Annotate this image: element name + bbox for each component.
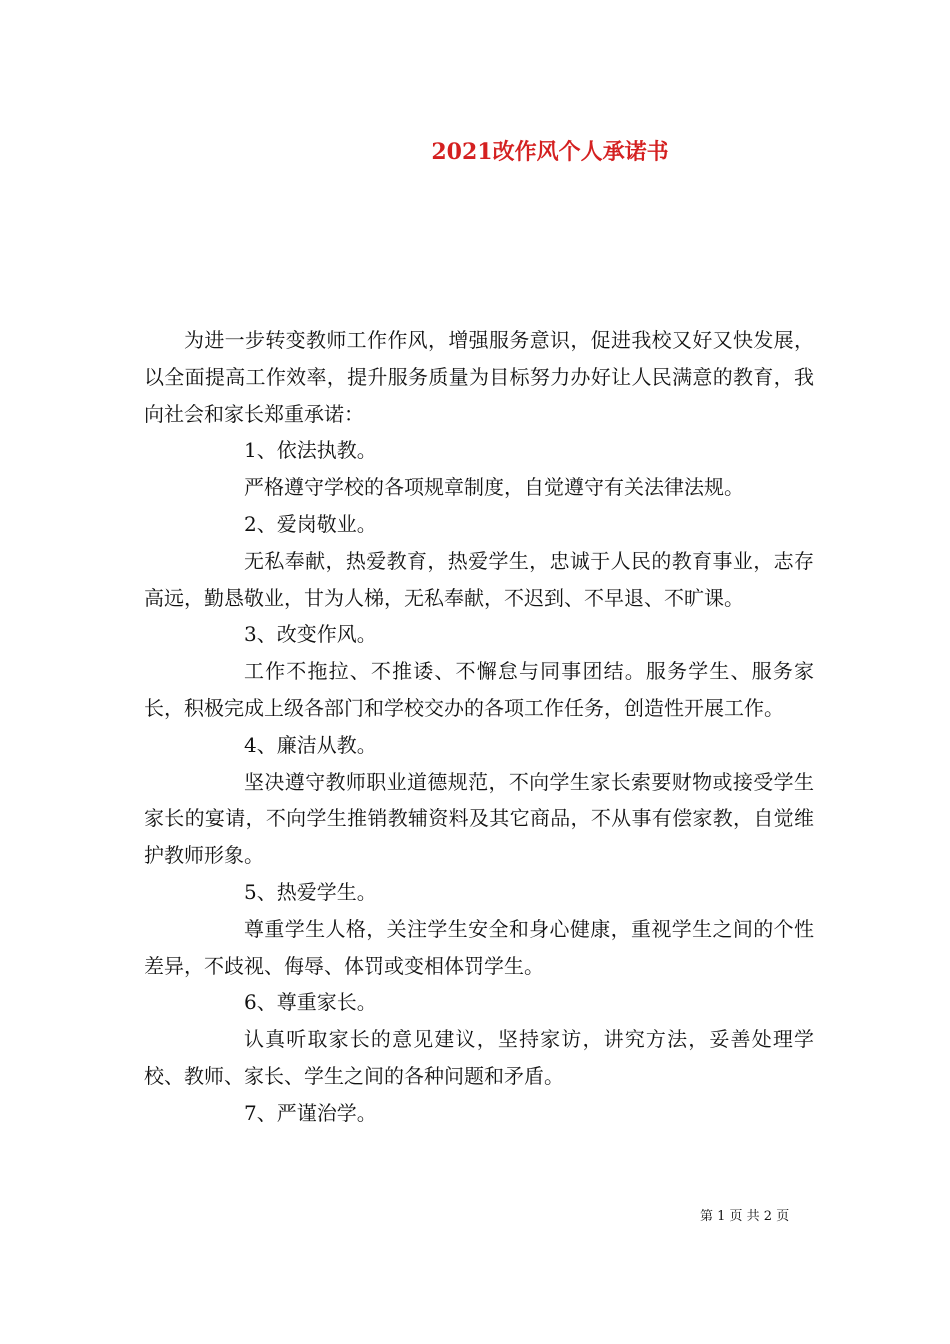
- item-heading: 6、尊重家长。: [244, 990, 377, 1015]
- intro-paragraph: 为进一步转变教师工作作风，增强服务意识，促进我校又好又快发展，以全面提高工作效率，提升服务质量为目标努力办好让人民满意的教育，我向社会和家长郑重承诺：: [144, 328, 814, 426]
- document-title: 2021改作风个人承诺书: [431, 139, 669, 165]
- item-heading: 3、改变作风。: [244, 622, 377, 647]
- item-detail: 工作不拖拉、不推诿、不懈怠与同事团结。服务学生、服务家长，积极完成上级各部门和学校交办的各项工作任务，创造性开展工作。: [144, 659, 814, 720]
- item-detail: 无私奉献，热爱教育，热爱学生，忠诚于人民的教育事业，志存高远，勤恳敬业，甘为人梯，无私奉献，不迟到、不早退、不旷课。: [144, 548, 814, 610]
- item-heading: 4、廉洁从教。: [244, 732, 377, 757]
- item-heading: 7、严谨治学。: [244, 1100, 377, 1125]
- item-heading: 2、爱岗敬业。: [244, 511, 377, 536]
- item-detail: 认真听取家长的意见建议，坚持家访，讲究方法，妥善处理学校、教师、家长、学生之间的各种问题和矛盾。: [144, 1027, 814, 1088]
- item-detail: 尊重学生人格，关注学生安全和身心健康，重视学生之间的个性差异，不歧视、侮辱、体罚或变相体罚学生。: [144, 916, 814, 978]
- item-detail: 严格遵守学校的各项规章制度，自觉遵守有关法律法规。: [244, 475, 744, 500]
- item-heading: 5、热爱学生。: [244, 879, 377, 904]
- item-heading: 1、依法执教。: [244, 438, 377, 463]
- item-detail: 坚决遵守教师职业道德规范，不向学生家长索要财物或接受学生家长的宴请，不向学生推销教辅资料及其它商品，不从事有偿家教，自觉维护教师形象。: [144, 769, 814, 868]
- page-number: 第 1 页 共 2 页: [700, 1209, 790, 1224]
- document-body: [144, 322, 814, 1132]
